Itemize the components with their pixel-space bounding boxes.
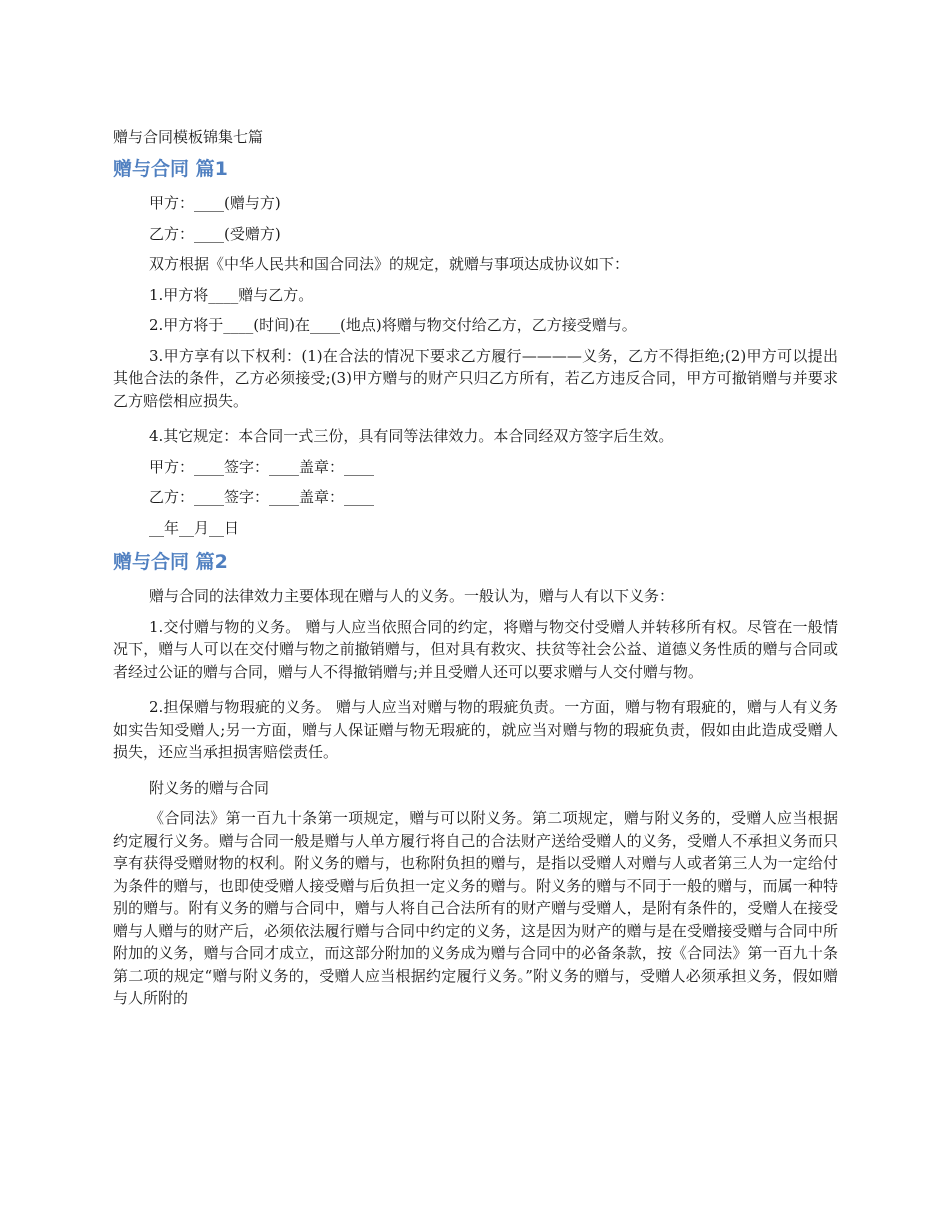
paragraph: 双方根据《中华人民共和国合同法》的规定，就赠与事项达成协议如下： (149, 255, 630, 273)
paragraph: 赠与合同的法律效力主要体现在赠与人的义务。一般认为，赠与人有以下义务： (149, 587, 675, 605)
paragraph: 《合同法》第一百九十条第一项规定，赠与可以附义务。第二项规定，赠与附义务的，受赠人应当根据约定履行义务。赠与合同一般是赠与人单方履行将自己的合法财产送给受赠人的义务，受赠人不承担义务而只享有获得受赠财物的权利。附义务的赠与，也称附负担的赠与，是指以受赠人对赠与人或者第三人为一定给付为条件的赠与，也即使受赠人接受赠与后负担一定义务的赠与。附义务的赠与不同于一般的赠与，而属一种特别的赠与。附有义务的赠与合同中，赠与人将自己合法所有的财产赠与受赠人，是附有条件的，受赠人在接受赠与人赠与的财产后，必须依法履行赠与合同中约定的义务，这是因为财产的赠与是在受赠接受赠与合同中所附加的义务，赠与合同才成立，而这部分附加的义务成为赠与合同中的必备条款，按《合同法》第一百九十条第二项的规定“赠与附义务的，受赠人应当根据约定履行义务。”附义务的赠与，受赠人必须承担义务，假如赠与人所附的 (113, 809, 838, 1007)
document-body (113, 124, 838, 1010)
paragraph: 1.交付赠与物的义务。 赠与人应当依照合同的约定，将赠与物交付受赠人并转移所有权。尽管在一般情况下，赠与人可以在交付赠与物之前撤销赠与，但对具有救灾、扶贫等社会公益、道德义务性质的赠与合同或者经过公证的赠与合同，赠与人不得撤销赠与;并且受赠人还可以要求赠与人交付赠与物。 (113, 617, 838, 681)
paragraph: 3.甲方享有以下权利：(1)在合法的情况下要求乙方履行————义务，乙方不得拒绝;(2)甲方可以提出其他合法的条件，乙方必须接受;(3)甲方赠与的财产只归乙方所有，若乙方违反合同，甲方可撤销赠与并要求乙方赔偿相应损失。 (113, 346, 838, 410)
paragraph: 甲方：____签字：____盖章：____ (149, 457, 375, 476)
paragraph: 乙方：____签字：____盖章：____ (149, 488, 375, 506)
paragraph: 甲方：____(赠与方) (149, 194, 281, 212)
paragraph: 附义务的赠与合同 (149, 778, 270, 797)
section-1 (113, 154, 838, 539)
paragraph: 2.担保赠与物瑕疵的义务。 赠与人应当对赠与物的瑕疵负责。一方面，赠与物有瑕疵的，赠与人有义务如实告知受赠人;另一方面，赠与人保证赠与物无瑕疵的，就应当对赠与物的瑕疵负责，假如由此造成受赠人损失，还应当承担损害赔偿责任。 (113, 698, 838, 761)
paragraph: 1.甲方将____赠与乙方。 (149, 285, 314, 304)
paragraph: 乙方：____(受赠方) (149, 224, 281, 243)
section-heading: 赠与合同 篇1 (113, 158, 228, 180)
section-heading: 赠与合同 篇2 (113, 551, 228, 573)
section-2 (113, 547, 838, 1010)
paragraph: __年__月__日 (149, 518, 240, 537)
document-title: 赠与合同模板锦集七篇 (113, 128, 264, 146)
paragraph: 4.其它规定：本合同一式三份，具有同等法律效力。本合同经双方签字后生效。 (149, 427, 674, 445)
paragraph: 2.甲方将于____(时间)在____(地点)将赠与物交付给乙方，乙方接受赠与。 (149, 316, 637, 334)
